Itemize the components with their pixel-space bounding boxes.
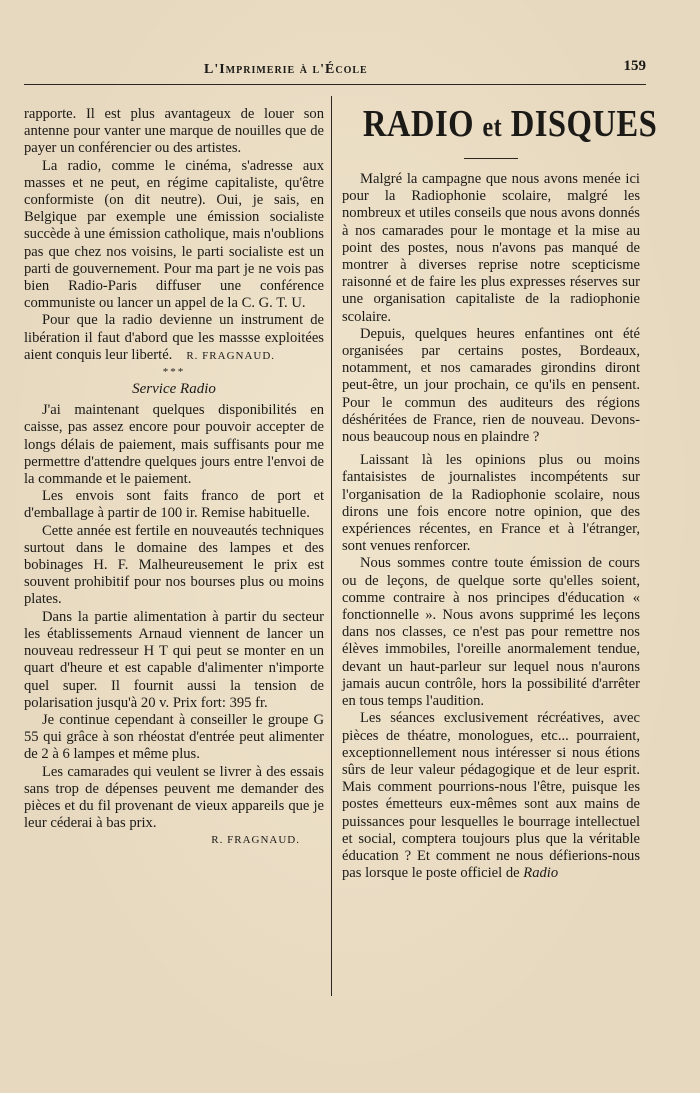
right-paragraph-3: Laissant là les opinions plus ou moins fantaisistes de journalistes incompétents sur l'organisation de la Radiophonie scolaire, nous dirons une fois encore notre opinion, que des expériences récentes, en France et à l'étranger, sont venues renforcer. bbox=[342, 452, 640, 555]
left-paragraph-5: Les envois sont faits franco de port et d'emballage à partir de 100 ir. Remise habituelle. bbox=[24, 488, 324, 522]
section-stars: *** bbox=[162, 366, 186, 379]
article-title bbox=[362, 102, 658, 150]
right-paragraph-1: Malgré la campagne que nous avons menée ici pour la Radiophonie scolaire, malgré les nombreux et utiles conseils que nous avons donnés à nos camarades pour le montage et la mise au point des postes, nous n'avons pas manqué de montrer à diverses reprise notre scepticisme raisonné et de faire les plus expresses réserves sur une organisation capitaliste de la radiophonie scolaire. bbox=[342, 171, 640, 325]
signature-1: R. FRAGNAUD. bbox=[186, 349, 276, 362]
left-paragraph-3 bbox=[24, 312, 324, 365]
left-paragraph-9: Les camarades qui veulent se livrer à des essais sans trop de dépenses peuvent me demander des pièces et du fil provenant de vieux appareils que je leur céderai à bas prix. bbox=[24, 763, 324, 832]
left-column bbox=[24, 106, 324, 850]
left-paragraph-4: J'ai maintenant quelques disponibilités en caisse, pas assez encore pour pouvoir accepter de longs délais de paiement, mais suffisants pour me permettre d'attendre quelques jours entre l'envoi de la commande et le paiement. bbox=[24, 402, 324, 488]
right-paragraph-2: Depuis, quelques heures enfantines ont été organisées par certains postes, Bordeaux, notamment, et nos camarades girondins diront peut-être, un jour prochain, ce qu'ils en pensent. Pour le commun des auditeurs des régions déshéritées de France, rien de nouveau. Devons-nous beaucoup nous en plaindre ? bbox=[342, 325, 640, 446]
left-paragraph-2: La radio, comme le cinéma, s'adresse aux masses et ne peut, en régime capitaliste, qu'être conformiste (on dit neutre). Oui, je sais, en Belgique par exemple une émission socialiste succède à une émission catholique, mais n'oublions pas que chez nos voisins, le parti socialiste est un parti de gouvernement. Pour ma part je ne vois pas bien Radio-Paris diffuser une conférence communiste ou lancer un appel de la C. G. T. U. bbox=[24, 157, 324, 312]
article-title-word-1: RADIO bbox=[362, 103, 474, 145]
left-paragraph-7: Dans la partie alimentation à partir du secteur les établissements Arnaud viennent de lancer un nouveau redresseur H T qui peut se monter en un quart d'heure et est capable d'alimenter n'importe quel super. Il fournit aussi la tension de polarisation jusqu'à 20 v. Prix fort: 395 fr. bbox=[24, 608, 324, 711]
running-title: L'Imprimerie à l'École bbox=[204, 62, 368, 77]
header-rule bbox=[24, 84, 646, 85]
right-paragraph-4: Nous sommes contre toute émission de cours ou de leçons, de quelque sorte qu'elles soient, comme contraire à nos principes d'éducation « fonctionnelle ». Nous avons supprimé les leçons dans nos classes, ce n'est pas pour remettre nos élèves immobiles, l'oreille anormalement tendue, devant un haut-parleur sur lequel nous n'aurons jamais aucun contrôle, hors la possibilité d'arrêter en tous temps l'audition. bbox=[342, 555, 640, 710]
title-rule bbox=[464, 158, 518, 159]
left-paragraph-6: Cette année est fertile en nouveautés techniques surtout dans le domaine des lampes et des bobinages H. F. Malheureusement le prix est souvent prohibitif pour nos bourses plus ou moins plates. bbox=[24, 522, 324, 608]
right-paragraph-5-end: Radio bbox=[523, 865, 559, 882]
article-title-word-2: et bbox=[482, 112, 503, 143]
column-divider bbox=[331, 96, 332, 996]
article-title-word-3: DISQUES bbox=[510, 103, 658, 145]
right-paragraph-5-text: Les séances exclusivement récréatives, avec pièces de théatre, monologues, etc... pourraient, exceptionnellement nous intéresser si nous étions sûrs de leur valeur pédagogique et de leur esprit. Mais comment pourrions-nous l'être, puisque les postes émetteurs eux-mêmes sont aux mains de puissances pour lesquelles le bourrage intellectuel et social, comptera toujours plus que la véritable éducation ? Et comment ne nous défierions-nous pas lorsque le poste officiel de bbox=[342, 710, 640, 882]
section-subheading: Service Radio bbox=[132, 381, 216, 398]
right-column bbox=[342, 102, 658, 882]
right-paragraph-5 bbox=[342, 710, 640, 882]
page-header bbox=[24, 58, 646, 82]
left-paragraph-8: Je continue cependant à conseiller le groupe G 55 qui grâce à son rhéostat d'entrée peut alimenter de 2 à 6 lampes et même plus. bbox=[24, 711, 324, 763]
page-number: 159 bbox=[623, 58, 646, 74]
left-paragraph-3-text: Pour que la radio devienne un instrument de libération il faut d'abord que les massse exploitées aient conquis leur liberté. bbox=[24, 312, 324, 363]
signature-2: R. FRAGNAUD. bbox=[211, 834, 300, 847]
left-paragraph-1: rapporte. Il est plus avantageux de louer son antenne pour vanter une marque de nouilles que de payer un conférencier ou des artistes. bbox=[24, 106, 324, 157]
